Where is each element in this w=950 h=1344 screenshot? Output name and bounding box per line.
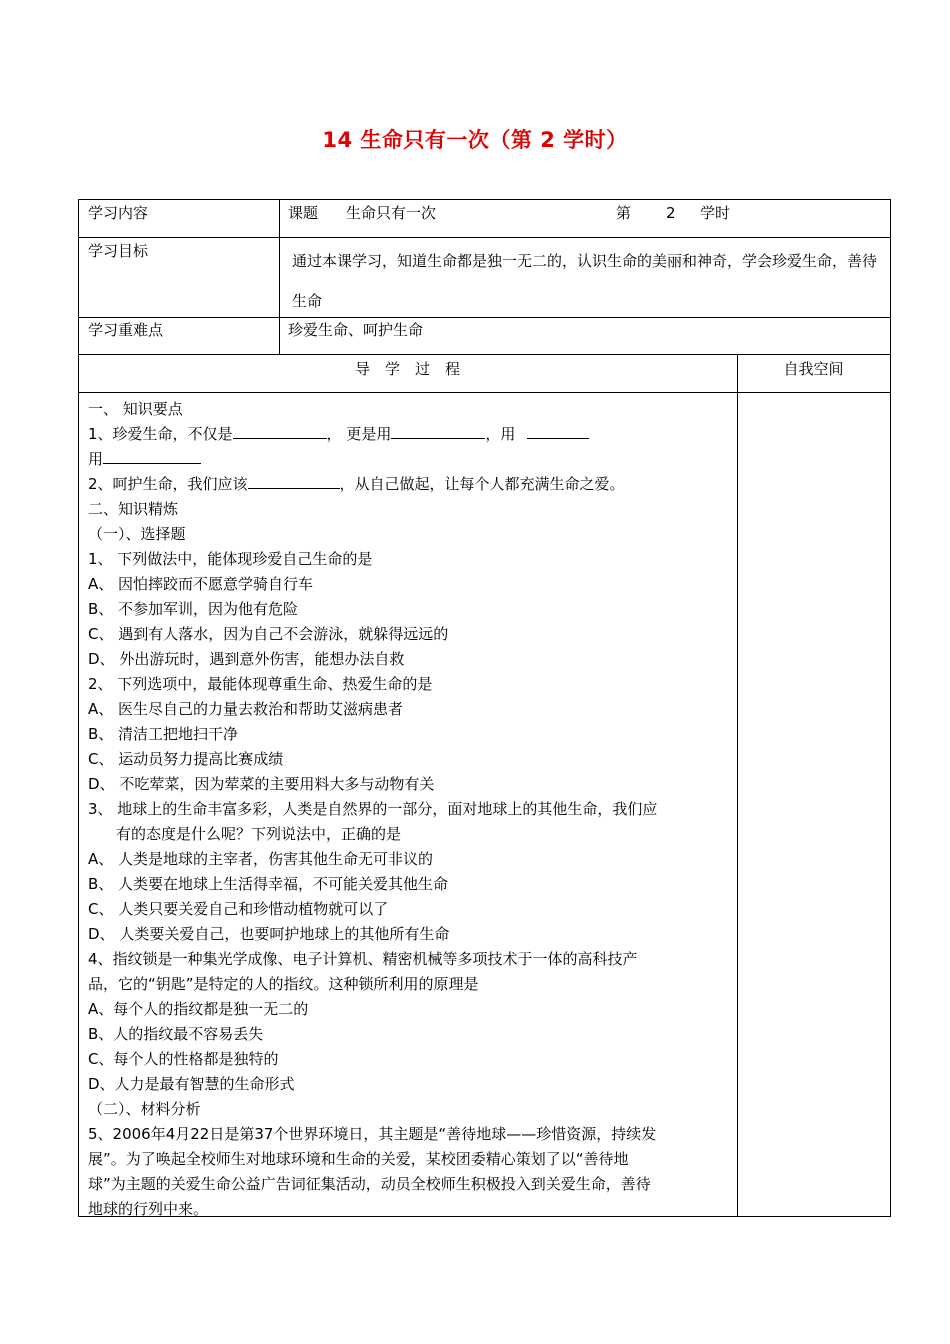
- process-label: 导 学 过 程: [354, 360, 460, 378]
- goal-label: 学习目标: [88, 242, 149, 260]
- fill-blank[interactable]: [391, 422, 485, 439]
- option: C、 遇到有人落水，因为自己不会游泳，就躲得远远的: [88, 625, 449, 643]
- self-space-label: 自我空间: [783, 360, 844, 378]
- option: C、 人类只要关爱自己和珍惜动植物就可以了: [88, 900, 389, 918]
- topic-value: 生命只有一次: [346, 204, 437, 222]
- subsection-heading: （二）、材料分析: [88, 1100, 201, 1118]
- key-label: 学习重难点: [88, 321, 164, 339]
- period-prefix: 第: [616, 204, 632, 222]
- section-heading: 二、知识精炼: [88, 500, 179, 518]
- period-number: 2: [666, 204, 676, 222]
- question-stem: 1、 下列做法中，能体现珍爱自己生命的是: [88, 550, 373, 568]
- period-suffix: 学时: [700, 204, 731, 222]
- question-stem: 2、 下列选项中，最能体现尊重生命、热爱生命的是: [88, 675, 433, 693]
- option: A、 因怕摔跤而不愿意学骑自行车: [88, 575, 314, 593]
- option: D、 不吃荤菜，因为荤菜的主要用料大多与动物有关: [88, 775, 435, 793]
- option: A、 医生尽自己的力量去救治和帮助艾滋病患者: [88, 700, 404, 718]
- option: B、 人类要在地球上生活得幸福，不可能关爱其他生命: [88, 875, 449, 893]
- content-label: 学习内容: [88, 204, 149, 222]
- question-line: [88, 422, 728, 447]
- material-text: 球”为主题的关爱生命公益广告词征集活动，动员全校师生积极投入到关爱生命，善待: [88, 1175, 651, 1193]
- question-text: 2、呵护生命，我们应该: [88, 475, 248, 493]
- option: D、人力是最有智慧的生命形式: [88, 1075, 295, 1093]
- question-text: ，从自己做起，让每个人都充满生命之爱。: [339, 475, 625, 493]
- topic-label: 课题: [288, 204, 319, 222]
- question-text: ，用: [485, 425, 516, 443]
- question-stem-cont: 有的态度是什么呢？下列说法中，正确的是: [116, 825, 402, 843]
- question-stem: 3、 地球上的生命丰富多彩，人类是自然界的一部分，面对地球上的其他生命，我们应: [88, 800, 658, 818]
- question-text: ， 更是用: [326, 425, 392, 443]
- fill-blank[interactable]: [527, 422, 589, 439]
- question-text: 用: [88, 450, 104, 468]
- option: B、人的指纹最不容易丢失: [88, 1025, 264, 1043]
- option: B、 清洁工把地扫干净: [88, 725, 239, 743]
- question-line: [88, 472, 728, 497]
- section-heading: 一、 知识要点: [88, 400, 183, 418]
- page-title: 14 生命只有一次（第 2 学时）: [322, 128, 628, 152]
- question-line: [88, 447, 728, 472]
- option: B、 不参加军训，因为他有危险: [88, 600, 299, 618]
- option: A、 人类是地球的主宰者，伤害其他生命无可非议的: [88, 850, 434, 868]
- material-text: 地球的行列中来。: [88, 1200, 209, 1218]
- option: D、 人类要关爱自己，也要呵护地球上的其他所有生命: [88, 925, 450, 943]
- question-text: 1、珍爱生命，不仅是: [88, 425, 233, 443]
- option: A、每个人的指纹都是独一无二的: [88, 1000, 309, 1018]
- material-text: 展”。为了唤起全校师生对地球环境和生命的关爱，某校团委精心策划了以“善待地: [88, 1150, 629, 1168]
- option: D、 外出游玩时，遇到意外伤害，能想办法自救: [88, 650, 405, 668]
- subsection-heading: （一）、选择题: [88, 525, 186, 543]
- guided-learning-content: [88, 397, 728, 1222]
- fill-blank[interactable]: [103, 447, 201, 464]
- question-stem-cont: 品，它的“钥匙”是特定的人的指纹。这种锁所利用的原理是: [88, 975, 479, 993]
- question-stem: 4、指纹锁是一种集光学成像、电子计算机、精密机械等多项技术于一体的高科技产: [88, 950, 638, 968]
- option: C、每个人的性格都是独特的: [88, 1050, 279, 1068]
- option: C、 运动员努力提高比赛成绩: [88, 750, 284, 768]
- fill-blank[interactable]: [248, 472, 340, 489]
- goal-text: 通过本课学习，知道生命都是独一无二的，认识生命的美丽和神奇，学会珍爱生命，善待生命: [292, 252, 878, 310]
- fill-blank[interactable]: [233, 422, 327, 439]
- key-text: 珍爱生命、呵护生命: [288, 321, 424, 339]
- material-text: 5、2006年4月22日是第37个世界环境日，其主题是“善待地球——珍惜资源，持续发: [88, 1125, 657, 1143]
